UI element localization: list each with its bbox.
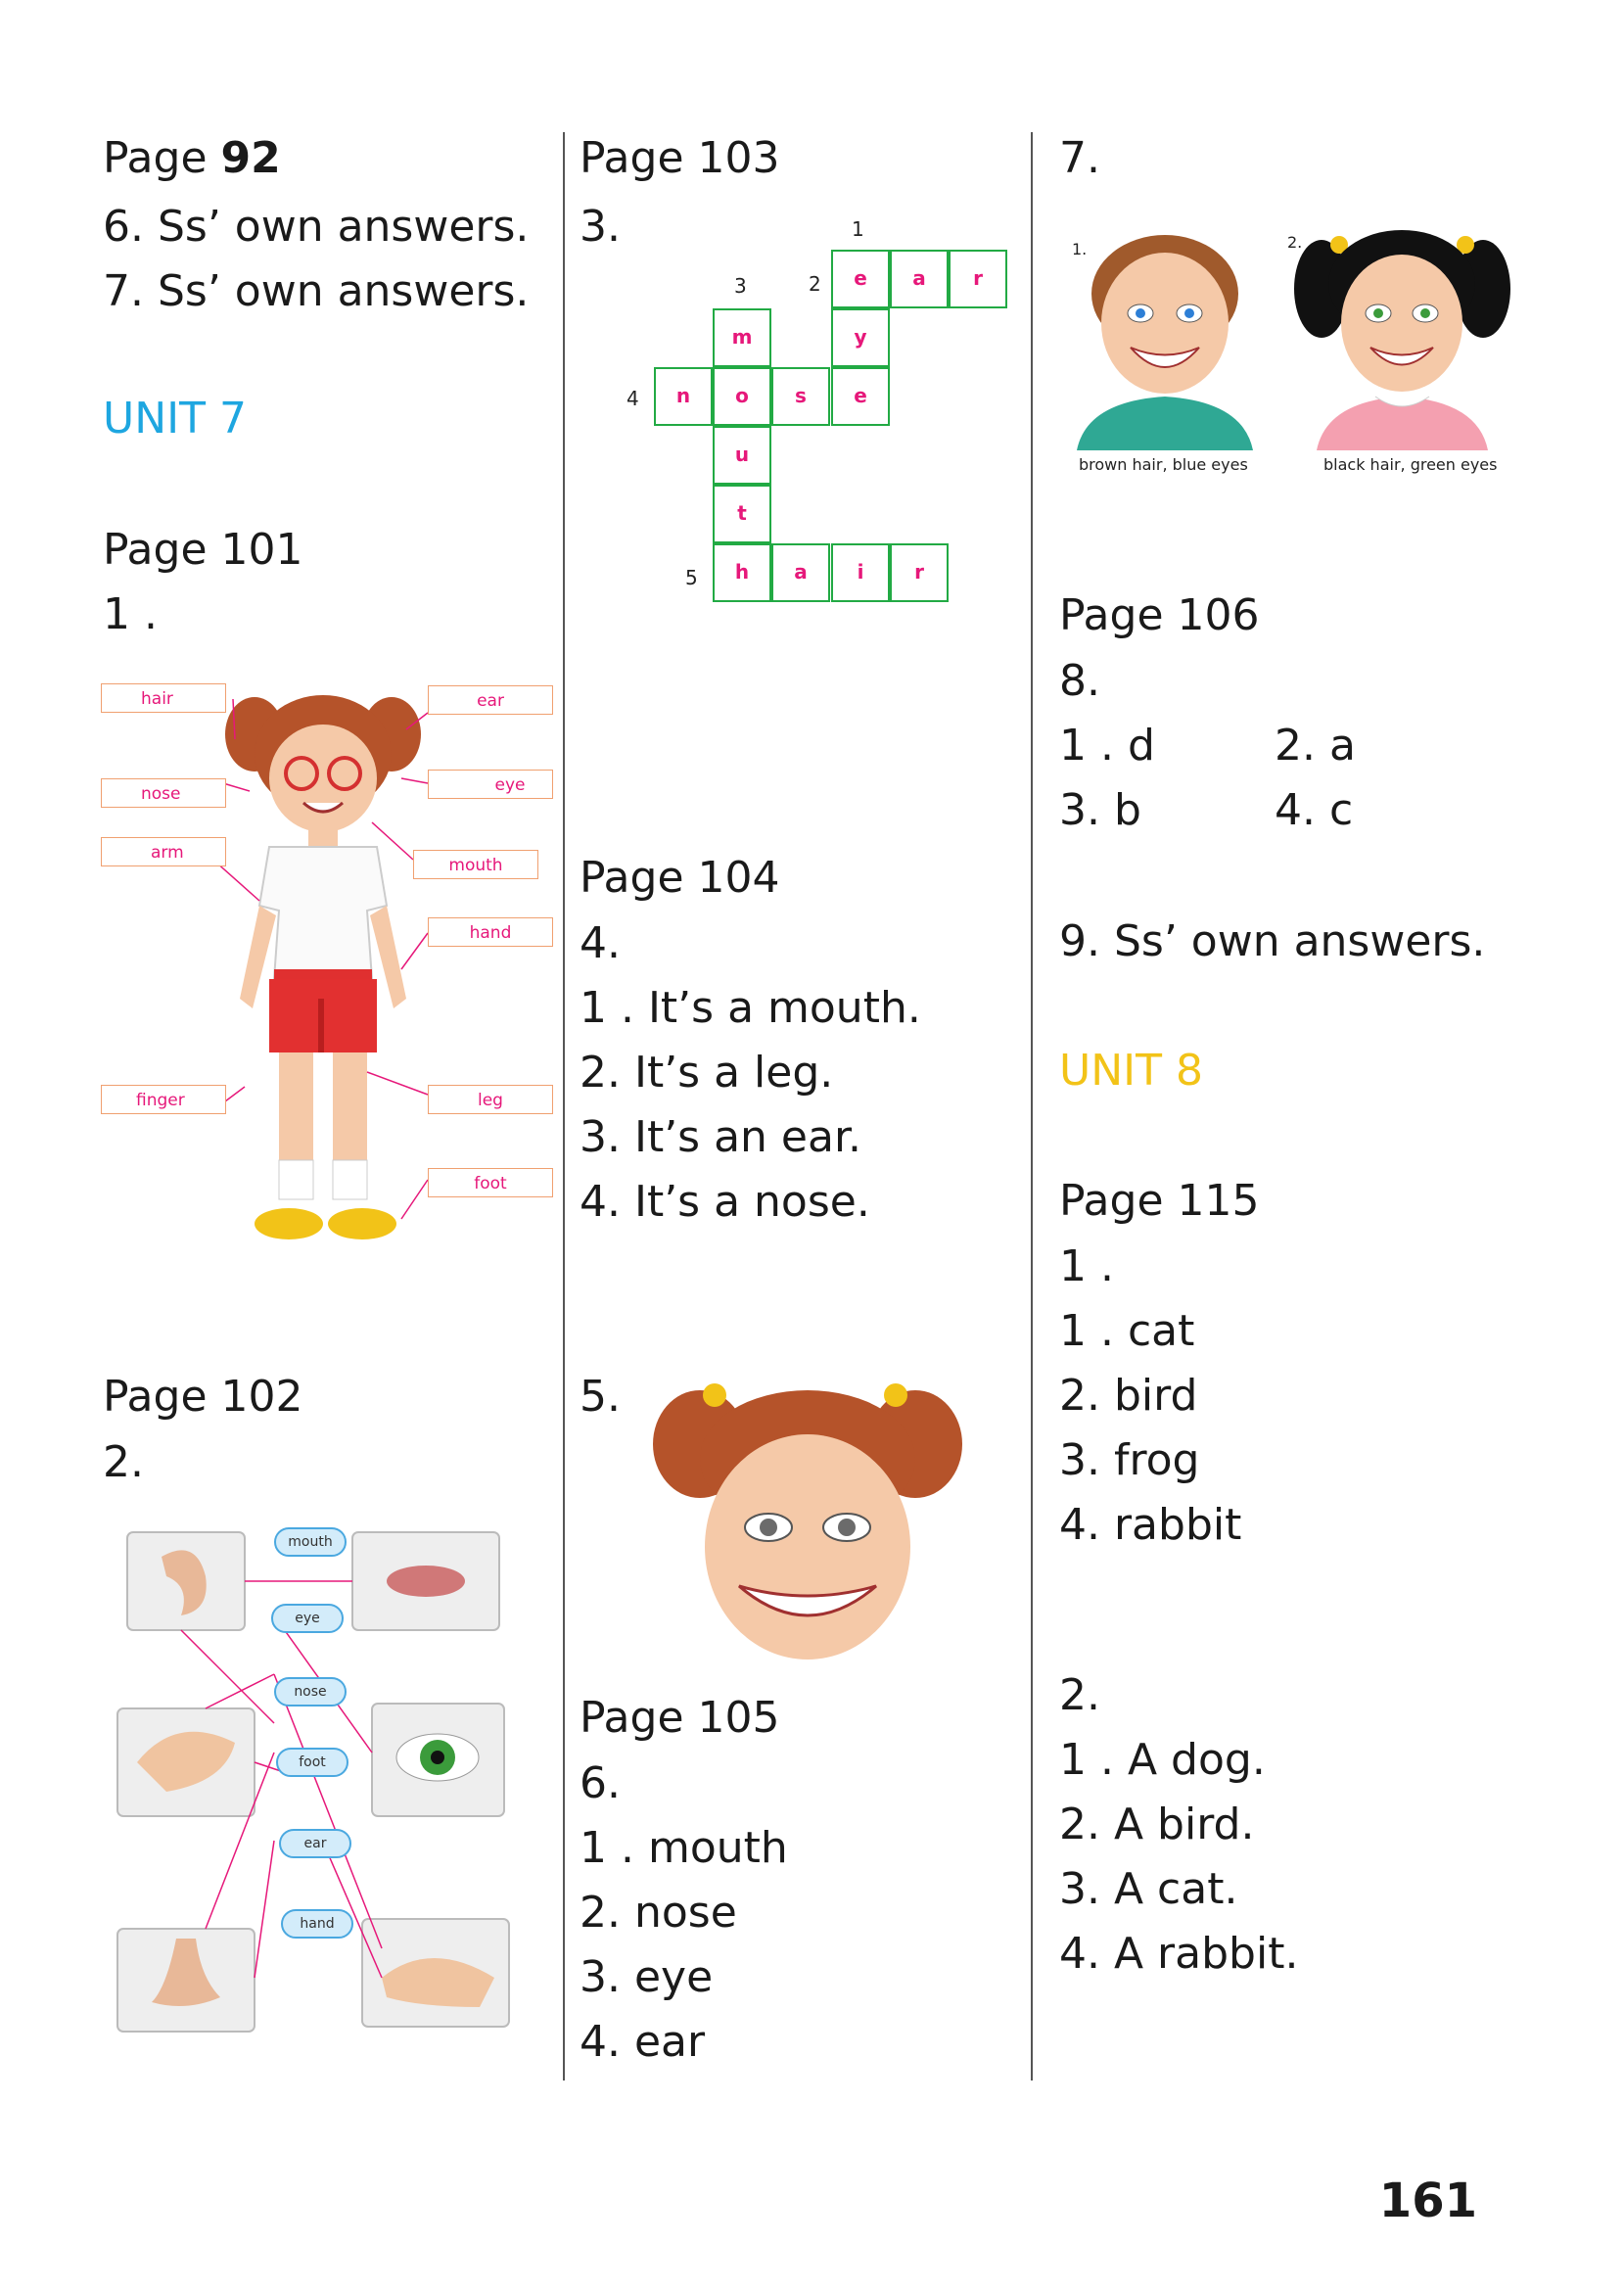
- label-finger: finger: [101, 1085, 226, 1114]
- cell-ear-a: a: [890, 250, 949, 308]
- answer-4-3: 3. It’s an ear.: [580, 1112, 861, 1162]
- label-leg: leg: [428, 1085, 553, 1114]
- page-92-heading: Page 92: [103, 133, 281, 183]
- unit-7-heading: UNIT 7: [103, 394, 247, 444]
- cell-hair-h: h: [713, 543, 771, 602]
- page-106-heading: Page 106: [1059, 590, 1260, 640]
- cell-nose-e: e: [831, 367, 890, 426]
- cell-hair-a: a: [771, 543, 830, 602]
- answer-6-3: 3. eye: [580, 1952, 714, 2002]
- answer-6-4: 4. ear: [580, 2017, 706, 2067]
- column-divider-2: [1031, 132, 1033, 2081]
- answer-8-3: 3. b: [1059, 785, 1141, 835]
- clue-number-5: 5: [685, 566, 698, 589]
- page-115-exercise-2-label: 2.: [1059, 1670, 1100, 1720]
- cell-hair-i: i: [831, 543, 890, 602]
- cell-nose-s: s: [771, 367, 830, 426]
- puzzle-word-nose: nose: [274, 1677, 347, 1707]
- answer-8-1: 1 . d: [1059, 721, 1155, 771]
- label-nose: nose: [101, 778, 226, 808]
- label-hand: hand: [428, 917, 553, 947]
- cell-y: y: [831, 308, 890, 367]
- label-arm: arm: [101, 837, 226, 866]
- answer-8-2: 2. a: [1275, 721, 1356, 771]
- answer-115-1-4: 4. rabbit: [1059, 1500, 1242, 1550]
- exercise-7-label: 7.: [1059, 133, 1100, 183]
- cell-t: t: [713, 485, 771, 543]
- exercise-8-label: 8.: [1059, 656, 1100, 706]
- label-ear: ear: [428, 685, 553, 715]
- answer-9: 9. Ss’ own answers.: [1059, 916, 1486, 966]
- face-2-caption: black hair, green eyes: [1323, 455, 1498, 474]
- page-number: 161: [1378, 2174, 1477, 2228]
- label-foot: foot: [428, 1168, 553, 1197]
- answer-4-2: 2. It’s a leg.: [580, 1048, 834, 1098]
- answer-115-2-2: 2. A bird.: [1059, 1800, 1255, 1849]
- face-2-number: 2.: [1287, 233, 1303, 252]
- puzzle-matching-illustration: [108, 1518, 529, 2046]
- clue-number-4: 4: [626, 387, 639, 410]
- label-mouth: mouth: [413, 850, 538, 879]
- answer-115-2-3: 3. A cat.: [1059, 1864, 1238, 1914]
- cell-ear-e: e: [831, 250, 890, 308]
- girl-face-illustration: [646, 1376, 969, 1664]
- cell-nose-o: o: [713, 367, 771, 426]
- page-115-exercise-1-label: 1 .: [1059, 1241, 1114, 1291]
- answer-6: 6. Ss’ own answers.: [103, 202, 530, 252]
- clue-number-1: 1: [852, 217, 864, 241]
- exercise-6-label: 6.: [580, 1758, 621, 1808]
- unit-8-heading: UNIT 8: [1059, 1046, 1203, 1096]
- girl-black-hair-illustration: [1292, 215, 1512, 455]
- answer-115-2-4: 4. A rabbit.: [1059, 1929, 1299, 1979]
- answer-115-2-1: 1 . A dog.: [1059, 1735, 1266, 1785]
- page-104-heading: Page 104: [580, 853, 780, 903]
- cell-m: m: [713, 308, 771, 367]
- exercise-1-label: 1 .: [103, 589, 158, 639]
- cell-u: u: [713, 426, 771, 485]
- puzzle-word-eye: eye: [271, 1604, 344, 1633]
- page-105-heading: Page 105: [580, 1693, 780, 1743]
- puzzle-word-hand: hand: [281, 1909, 353, 1939]
- label-eye: eye: [428, 770, 553, 799]
- face-1-caption: brown hair, blue eyes: [1079, 455, 1248, 474]
- page-115-heading: Page 115: [1059, 1176, 1260, 1226]
- answer-6-2: 2. nose: [580, 1888, 737, 1938]
- cell-nose-n: n: [654, 367, 713, 426]
- girl-body-illustration: [215, 676, 431, 1253]
- face-1-number: 1.: [1072, 240, 1088, 258]
- answer-115-1-2: 2. bird: [1059, 1371, 1198, 1421]
- answer-8-4: 4. c: [1275, 785, 1354, 835]
- exercise-5-label: 5.: [580, 1372, 621, 1422]
- exercise-2-label: 2.: [103, 1437, 144, 1487]
- exercise-4-label: 4.: [580, 918, 621, 968]
- answer-115-1-1: 1 . cat: [1059, 1306, 1195, 1356]
- cell-hair-r: r: [890, 543, 949, 602]
- exercise-3-label: 3.: [580, 202, 621, 252]
- answer-4-1: 1 . It’s a mouth.: [580, 983, 921, 1033]
- answer-4-4: 4. It’s a nose.: [580, 1177, 870, 1227]
- boy-face-illustration: [1067, 220, 1263, 455]
- puzzle-word-mouth: mouth: [274, 1527, 347, 1557]
- page-102-heading: Page 102: [103, 1372, 303, 1422]
- clue-number-3: 3: [734, 274, 747, 298]
- page-103-heading: Page 103: [580, 133, 780, 183]
- puzzle-word-ear: ear: [279, 1829, 351, 1858]
- puzzle-word-foot: foot: [276, 1748, 348, 1777]
- answer-7: 7. Ss’ own answers.: [103, 266, 530, 316]
- answer-6-1: 1 . mouth: [580, 1823, 788, 1873]
- clue-number-2: 2: [809, 272, 821, 296]
- page-101-heading: Page 101: [103, 525, 303, 575]
- label-pointer-lines: [0, 0, 1, 1]
- column-divider-1: [563, 132, 565, 2081]
- cell-ear-r: r: [949, 250, 1007, 308]
- label-hair: hair: [101, 683, 226, 713]
- answer-115-1-3: 3. frog: [1059, 1435, 1200, 1485]
